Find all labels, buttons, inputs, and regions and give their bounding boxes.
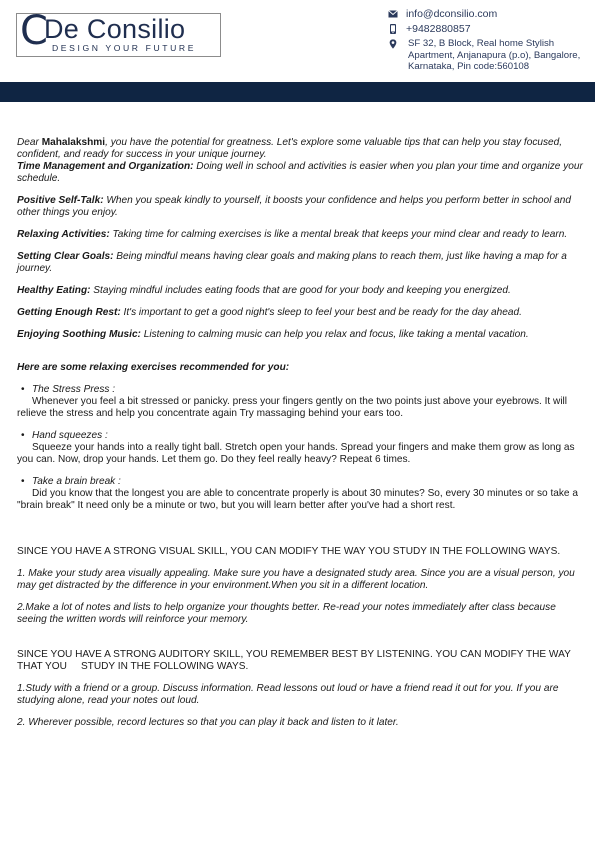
tip-title: Positive Self-Talk:: [17, 195, 104, 206]
contact-address-row: [388, 38, 588, 73]
phone-icon: [388, 24, 398, 34]
recipient-name: Mahalakshmi: [41, 137, 106, 148]
exercise-text: Did you know that the longest you are able to concentrate properly is about 30 minutes? So, every 30 minutes or so take a "brain break" It need only be a minute or two, but you will learn better after you've had a short rest.: [17, 488, 578, 511]
tip-title: Enjoying Soothing Music:: [17, 329, 141, 340]
intro-text: , you have the potential for greatness. Let's explore some valuable tips that can help you stay focused, confident, and ready for success in your unique journey.: [17, 137, 563, 160]
tip-text: Being mindful means having clear goals and making plans to reach them, just like having a map for a journey.: [17, 251, 567, 274]
contact-phone[interactable]: +9482880857: [406, 23, 471, 35]
visual-tip: 2.Make a lot of notes and lists to help organize your thoughts better. Re-read your notes immediately after class because seeing the written words will reinforce your memory.: [17, 602, 556, 625]
auditory-tip: 2. Wherever possible, record lectures so that you can play it back and listen to it later.: [17, 717, 399, 728]
tip-paragraph: [17, 285, 583, 297]
letter-body: [17, 137, 583, 729]
logo-c-mark: C: [20, 8, 48, 54]
visual-tip: 1. Make your study area visually appealing. Make sure you have a designated study area. Since you are a visual person, you may get distracted by the difference in your environment.When you sit in a different location.: [17, 568, 575, 591]
tip-text: It's important to get a good night's sleep to feel your best and be ready for the day ahead.: [120, 307, 522, 318]
auditory-skill-heading: SINCE YOU HAVE A STRONG AUDITORY SKILL, YOU REMEMBER BEST BY LISTENING. YOU CAN MODIFY THE WAY THAT YOU STUDY IN THE FOLLOWING WAYS.: [17, 649, 574, 672]
location-pin-icon: [388, 39, 398, 49]
exercise-title: • Take a brain break :: [17, 476, 583, 488]
tip-title: Relaxing Activities:: [17, 229, 110, 240]
tip-paragraph: [17, 161, 583, 185]
company-logo: [16, 8, 221, 57]
visual-skill-heading: SINCE YOU HAVE A STRONG VISUAL SKILL, YOU CAN MODIFY THE WAY YOU STUDY IN THE FOLLOWING WAYS.: [17, 546, 561, 557]
contact-address: SF 32, B Block, Real home Stylish Apartment, Anjanapura (p.o), Bangalore, Karnataka, Pin code:560108: [408, 38, 581, 72]
tip-text: Staying mindful includes eating foods that are good for your body and keeping you energized.: [90, 285, 511, 296]
auditory-tip: 1.Study with a friend or a group. Discuss information. Read lessons out loud or have a friend read it out for you. If you are studying alone, read your notes out loud.: [17, 683, 559, 706]
envelope-icon: [388, 9, 398, 19]
header-band: [0, 82, 595, 102]
exercise-title: • The Stress Press :: [17, 384, 583, 396]
tip-text: Taking time for calming exercises is like a mental break that keeps your mind clear and ready to learn.: [109, 229, 568, 240]
tip-title: Setting Clear Goals:: [17, 251, 114, 262]
tip-title: Time Management and Organization:: [17, 161, 194, 172]
contact-email-row: [388, 8, 588, 21]
tip-paragraph: [17, 229, 583, 241]
contact-block: [388, 8, 588, 75]
logo-name: De Consilio: [44, 14, 186, 44]
exercise-text: Squeeze your hands into a really tight ball. Stretch open your hands. Spread your fingers and make them grow as long as you can. Now, drop your hands. Let them go. Do they feel really heavy? Repeat 6 times.: [17, 442, 575, 465]
tip-paragraph: [17, 195, 583, 219]
logo-tagline: DESIGN YOUR FUTURE: [52, 43, 197, 53]
tip-paragraph: [17, 307, 583, 319]
intro-salutation: Dear: [17, 137, 42, 148]
contact-phone-row: [388, 23, 588, 36]
exercise-title: • Hand squeezes :: [17, 430, 583, 442]
exercise-text: Whenever you feel a bit stressed or panicky. press your fingers gently on the two points just above your eyebrows. It will relieve the stress and help you concentrate again Try massaging behind your ears too.: [17, 396, 568, 419]
tip-title: Getting Enough Rest:: [17, 307, 121, 318]
tip-paragraph: [17, 329, 583, 341]
contact-email[interactable]: info@dconsilio.com: [406, 8, 498, 20]
tip-title: Healthy Eating:: [17, 285, 91, 296]
letterhead: [0, 0, 595, 82]
intro-paragraph: [17, 137, 583, 161]
exercises-heading: Here are some relaxing exercises recommended for you:: [17, 362, 290, 373]
tip-text: When you speak kindly to yourself, it boosts your confidence and helps you perform better in school and other things you enjoy.: [17, 195, 571, 218]
tip-text: Doing well in school and activities is easier when you plan your time and organize your schedule.: [17, 161, 583, 184]
tip-paragraph: [17, 251, 583, 275]
tip-text: Listening to calming music can help you relax and focus, like taking a mental vacation.: [140, 329, 529, 340]
